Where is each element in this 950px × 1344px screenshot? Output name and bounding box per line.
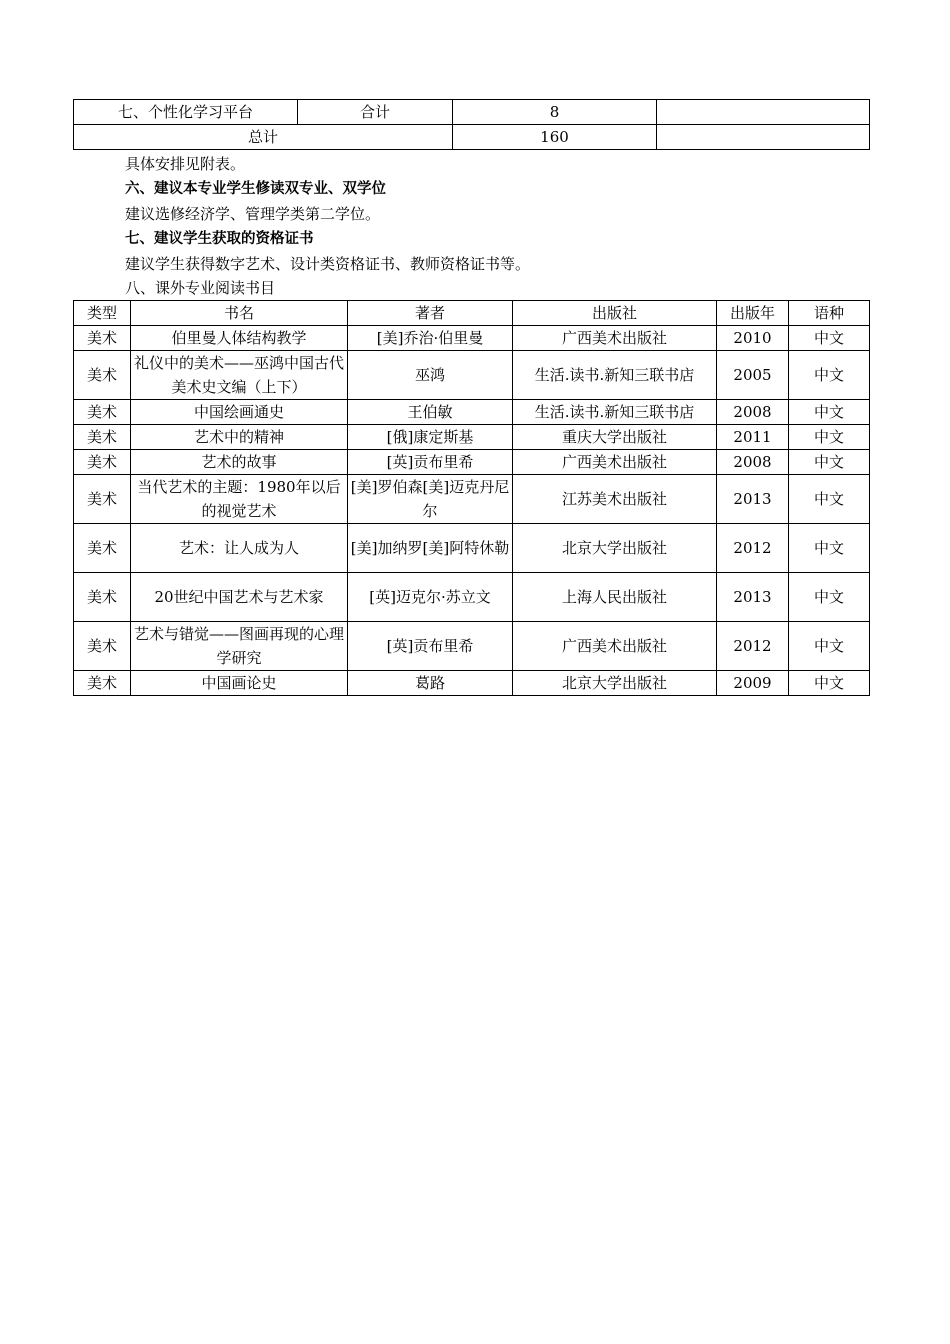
language-cell: 中文: [789, 450, 870, 475]
publisher-cell: 生活.读书.新知三联书店: [513, 351, 717, 400]
title-cell: 艺术中的精神: [131, 425, 348, 450]
section-heading-6: 六、建议本专业学生修读双专业、双学位: [125, 181, 386, 197]
publisher-cell: 北京大学出版社: [513, 524, 717, 573]
publisher-cell: 上海人民出版社: [513, 573, 717, 622]
author-cell: 葛路: [348, 671, 513, 696]
author-cell: 王伯敏: [348, 400, 513, 425]
table-row: [74, 450, 870, 475]
reading-list-table: [73, 300, 870, 696]
subtotal-value-cell: 8: [453, 100, 657, 125]
publisher-cell: 北京大学出版社: [513, 671, 717, 696]
language-cell: 中文: [789, 573, 870, 622]
type-cell: 美术: [74, 671, 131, 696]
language-cell: 中文: [789, 400, 870, 425]
table-row: [74, 125, 870, 150]
note-cell: [657, 125, 870, 150]
table-row: [74, 326, 870, 351]
total-label-cell: 总计: [74, 125, 453, 150]
year-cell: 2011: [717, 425, 789, 450]
table-row: [74, 100, 870, 125]
schedule-note: 具体安排见附表。: [125, 155, 246, 173]
publisher-cell: 广西美术出版社: [513, 622, 717, 671]
table-row: [74, 425, 870, 450]
author-cell: [美]罗伯森[美]迈克丹尼尔: [348, 475, 513, 524]
year-cell: 2008: [717, 400, 789, 425]
type-cell: 美术: [74, 326, 131, 351]
type-cell: 美术: [74, 425, 131, 450]
title-cell: 伯里曼人体结构教学: [131, 326, 348, 351]
author-cell: [美]加纳罗[美]阿特休勒: [348, 524, 513, 573]
type-cell: 美术: [74, 622, 131, 671]
language-cell: 中文: [789, 622, 870, 671]
title-cell: 艺术的故事: [131, 450, 348, 475]
table-header-row: [74, 301, 870, 326]
author-cell: [英]迈克尔·苏立文: [348, 573, 513, 622]
header-title: 书名: [131, 301, 348, 326]
double-degree-text: 建议选修经济学、管理学类第二学位。: [125, 205, 381, 223]
table-row: [74, 400, 870, 425]
title-cell: 艺术与错觉——图画再现的心理学研究: [131, 622, 348, 671]
year-cell: 2010: [717, 326, 789, 351]
type-cell: 美术: [74, 450, 131, 475]
author-cell: [英]贡布里希: [348, 622, 513, 671]
header-type: 类型: [74, 301, 131, 326]
total-value-cell: 160: [453, 125, 657, 150]
type-cell: 美术: [74, 351, 131, 400]
author-cell: 巫鸿: [348, 351, 513, 400]
title-cell: 中国画论史: [131, 671, 348, 696]
header-publisher: 出版社: [513, 301, 717, 326]
table-row: [74, 671, 870, 696]
publisher-cell: 江苏美术出版社: [513, 475, 717, 524]
certificate-text: 建议学生获得数字艺术、设计类资格证书、教师资格证书等。: [125, 255, 531, 273]
year-cell: 2012: [717, 622, 789, 671]
year-cell: 2013: [717, 475, 789, 524]
table-row: [74, 573, 870, 622]
language-cell: 中文: [789, 351, 870, 400]
header-year: 出版年: [717, 301, 789, 326]
table-row: [74, 351, 870, 400]
author-cell: [俄]康定斯基: [348, 425, 513, 450]
language-cell: 中文: [789, 524, 870, 573]
title-cell: 20世纪中国艺术与艺术家: [131, 573, 348, 622]
section-heading-7: 七、建议学生获取的资格证书: [125, 231, 314, 247]
year-cell: 2013: [717, 573, 789, 622]
type-cell: 美术: [74, 573, 131, 622]
language-cell: 中文: [789, 671, 870, 696]
publisher-cell: 重庆大学出版社: [513, 425, 717, 450]
title-cell: 艺术：让人成为人: [131, 524, 348, 573]
year-cell: 2005: [717, 351, 789, 400]
type-cell: 美术: [74, 524, 131, 573]
title-cell: 礼仪中的美术——巫鸿中国古代美术史文编（上下）: [131, 351, 348, 400]
table-row: [74, 475, 870, 524]
header-language: 语种: [789, 301, 870, 326]
year-cell: 2012: [717, 524, 789, 573]
title-cell: 当代艺术的主题：1980年以后的视觉艺术: [131, 475, 348, 524]
language-cell: 中文: [789, 475, 870, 524]
note-cell: [657, 100, 870, 125]
subtotal-label-cell: 合计: [298, 100, 453, 125]
author-cell: [英]贡布里希: [348, 450, 513, 475]
language-cell: 中文: [789, 425, 870, 450]
title-cell: 中国绘画通史: [131, 400, 348, 425]
table-row: [74, 622, 870, 671]
section-heading-8: 八、课外专业阅读书目: [125, 279, 276, 297]
publisher-cell: 生活.读书.新知三联书店: [513, 400, 717, 425]
language-cell: 中文: [789, 326, 870, 351]
header-author: 著者: [348, 301, 513, 326]
year-cell: 2009: [717, 671, 789, 696]
publisher-cell: 广西美术出版社: [513, 450, 717, 475]
year-cell: 2008: [717, 450, 789, 475]
type-cell: 美术: [74, 400, 131, 425]
author-cell: [美]乔治·伯里曼: [348, 326, 513, 351]
credit-summary-table: [73, 99, 870, 150]
type-cell: 美术: [74, 475, 131, 524]
table-row: [74, 524, 870, 573]
publisher-cell: 广西美术出版社: [513, 326, 717, 351]
platform-cell: 七、个性化学习平台: [74, 100, 298, 125]
